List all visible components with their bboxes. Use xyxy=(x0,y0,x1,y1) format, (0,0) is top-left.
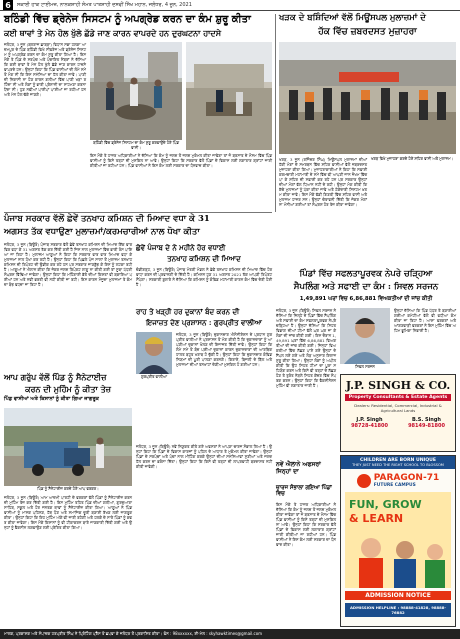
drain-body-col-2: ਇਸ ਮੌਕੇ ਤੇ ਹਾਜ਼ਰ ਅਧਿਕਾਰੀਆਂ ਨੇ ਦੱਸਿਆ ਕਿ ਕੰਮ ਨੂੰ ਜਲਦ ਤੋਂ ਜਲਦ ਮੁਕੰਮਲ ਕੀਤਾ ਜਾਵੇਗਾ ਤਾਂ ਜੋ ਬਰਸਾਤ ਦੇ ਮੌਸਮ ਵਿੱਚ ਪਿੰਡ ਵਾਸੀਆਂ ਨੂੰ ਕਿਸੇ ਤਰ੍ਹਾਂ ਦੀ ਮੁਸ਼ਕਿਲ ਨਾ ਆਵੇ। ਉਨ੍ਹਾਂ ਕਿਹਾ ਕਿ ਸਰਕਾਰ ਵੱਲੋਂ ਪਿੰਡਾਂ ਦੇ ਵਿਕਾਸ ਲਈ ਲਗਾਤਾਰ ਗ੍ਰਾਂਟਾਂ ਜਾਰੀ ਕੀਤੀਆਂ ਜਾ ਰਹੀਆਂ ਹਨ। ਪਿੰਡ ਵਾਸੀਆਂ ਨੇ ਇਸ ਕੰਮ ਲਈ ਸਰਕਾਰ ਦਾ ਧੰਨਵਾਦ ਕੀਤਾ। xyxy=(90,153,274,168)
column-rule xyxy=(275,14,276,212)
paragon-helpline[interactable]: ADMISSION HELPLINE : 98888-41828, 98888-76882 xyxy=(345,603,451,617)
paragon-school-ad xyxy=(340,455,456,627)
shops-subhead: ਇਜਾਜ਼ਤ ਦੇਣ ਪ੍ਰਸ਼ਾਸਨ : ਗੁਰਪ੍ਰੀਤ ਵਾਲੀਆ xyxy=(146,318,262,327)
health-body-col-2: ਉਨ੍ਹਾਂ ਦੱਸਿਆ ਕਿ ਪਿੰਡ ਪੱਧਰ ਤੇ ਬਣਾਈਆਂ ਗਈਆਂ ਕਮੇਟੀਆਂ ਵੱਲੋਂ ਵੀ ਵਧੀਆ ਕੰਮ ਕੀਤਾ ਜਾ ਰਿਹਾ ਹੈ। ਆਸ਼ਾ ਵਰਕਰਾਂ ਅਤੇ ਆਂਗਣਵਾੜੀ ਵਰਕਰਾਂ ਨੇ ਇਸ ਮੁਹਿੰਮ ਵਿੱਚ ਅਹਿਮ ਭੂਮਿਕਾ ਨਿਭਾਈ ਹੈ। xyxy=(394,308,458,333)
sanitize-caption: ਪਿੰਡ ਨੂੰ ਸੈਨੇਟਾਈਜ਼ ਕਰਦੇ ਹੋਏ ਆਪ ਵਰਕਰ। xyxy=(37,486,99,491)
paragon-name: PARAGON-71 xyxy=(373,473,440,483)
sanitize-body: ਜਲੰਧਰ, 3 ਜੂਨ (ਬਿਊਰੋ) ਆਮ ਆਦਮੀ ਪਾਰਟੀ ਦੇ ਵਰਕਰਾਂ ਵੱਲੋਂ ਪਿੰਡਾਂ ਨੂੰ ਸੈਨੇਟਾਈਜ਼ ਕਰਨ ਦੀ ਮੁਹਿੰਮ ਤੇਜ਼ ਕਰ ਦਿੱਤੀ ਗਈ ਹੈ। ਇਸ ਮੁਹਿੰਮ ਤਹਿਤ ਪਿੰਡ ਦੀਆਂ ਗਲੀਆਂ, ਗੁਰਦੁਆਰਾ ਸਾਹਿਬ, ਸਕੂਲ ਅਤੇ ਹੋਰ ਜਨਤਕ ਥਾਵਾਂ ਨੂੰ ਸੈਨੇਟਾਈਜ਼ ਕੀਤਾ ਗਿਆ। ਆਗੂਆਂ ਨੇ ਪਿੰਡ ਵਾਸੀਆਂ ਨੂੰ ਮਾਸਕ ਪਹਿਨਣ, ਹੱਥ ਧੋਣ ਅਤੇ ਸਮਾਜਿਕ ਦੂਰੀ ਬਣਾਈ ਰੱਖਣ ਲਈ ਜਾਗਰੂਕ ਕੀਤਾ। ਉਨ੍ਹਾਂ ਕਿਹਾ ਕਿ ਇਹ ਮੁਹਿੰਮ ਅੱਗੇ ਵੀ ਜਾਰੀ ਰਹੇਗੀ ਅਤੇ ਹਲਕੇ ਦੇ ਸਾਰੇ ਪਿੰਡਾਂ ਨੂੰ ਕਵਰ ਕੀਤਾ ਜਾਵੇਗਾ। ਇਸ ਮੌਕੇ ਕਿਸਾਨਾਂ ਨੂੰ ਵੀ ਟੀਕਾਕਰਨ ਬਾਰੇ ਜਾਣਕਾਰੀ ਦਿੱਤੀ ਗਈ ਅਤੇ ਉਨ੍ਹਾਂ ਨੂੰ ਵੈਕਸੀਨ ਲਗਵਾਉਣ ਲਈ ਪ੍ਰੇਰਿਤ ਕੀਤਾ ਗਿਆ। xyxy=(4,495,134,530)
health-headline: ਪਿੰਡਾਂ ਵਿੱਚ ਸਫਲਤਾਪੂਰਵਕ ਨੇਪਰੇ ਚੜ੍ਹਿਆ xyxy=(299,269,433,279)
drain-body-col-1: ਜਲੰਧਰ, 3 ਜੂਨ (ਬਲਰਾਜ ਛਾਬੜਾ) ਵਿਧਾਨ ਸਭਾ ਹਲਕਾ ਆਦਮਪੁਰ ਦੇ ਪਿੰਡ ਬਠਿੰਡੀ ਵਿਖੇ ਸੀਵਰੇਜ ਅਤੇ ਡ੍ਰੇਨੇਜ ਸਿਸਟਮ ਨੂੰ ਅਪਗ੍ਰੇਡ ਕਰਨ ਦਾ ਕੰਮ ਸ਼ੁਰੂ ਕੀਤਾ ਗਿਆ ਹੈ। ਇਸ ਮੌਕੇ ਤੇ ਪਿੰਡ ਦੇ ਸਰਪੰਚ ਅਤੇ ਪੰਚਾਇਤ ਮੈਂਬਰਾਂ ਨੇ ਦੱਸਿਆ ਕਿ ਕਈ ਥਾਵਾਂ ਤੇ ਮੇਨ ਹੋਲ ਖੁੱਲੇ ਛੱਡੇ ਜਾਣ ਕਾਰਨ ਹਾਦਸੇ ਵਾਪਰਦੇ ਹਨ। ਉਨ੍ਹਾਂ ਕਿਹਾ ਕਿ ਪਿੰਡ ਵਾਸੀਆਂ ਦੀ ਲੰਮੇ ਸਮੇਂ ਤੋਂ ਮੰਗ ਸੀ ਕਿ ਇਸ ਸਮੱਸਿਆ ਦਾ ਹੱਲ ਕੀਤਾ ਜਾਵੇ। ਪਾਣੀ ਦੀ ਨਿਕਾਸੀ ਨਾ ਹੋਣ ਕਾਰਨ ਗਲੀਆਂ ਵਿੱਚ ਪਾਣੀ ਖੜਾ ਰਹਿੰਦਾ ਸੀ ਅਤੇ ਲੋਕਾਂ ਨੂੰ ਭਾਰੀ ਪ੍ਰੇਸ਼ਾਨੀ ਦਾ ਸਾਹਮਣਾ ਕਰਨਾ ਪੈਂਦਾ ਸੀ। ਹੁਣ ਨਵੀਆਂ ਪਾਈਪਾਂ ਪਾਈਆਂ ਜਾ ਰਹੀਆਂ ਹਨ ਅਤੇ ਮੇਨ ਹੋਲ ਢੱਕੇ ਜਾਣਗੇ। xyxy=(4,42,88,97)
officers-body: ਇਸ ਮੌਕੇ ਤੇ ਹਾਜ਼ਰ ਅਧਿਕਾਰੀਆਂ ਨੇ ਦੱਸਿਆ ਕਿ ਕੰਮ ਨੂੰ ਜਲਦ ਤੋਂ ਜਲਦ ਮੁਕੰਮਲ ਕੀਤਾ ਜਾਵੇਗਾ ਤਾਂ ਜੋ ਬਰਸਾਤ ਦੇ ਮੌਸਮ ਵਿੱਚ ਪਿੰਡ ਵਾਸੀਆਂ ਨੂੰ ਕਿਸੇ ਤਰ੍ਹਾਂ ਦੀ ਮੁਸ਼ਕਿਲ ਨਾ ਆਵੇ। ਉਨ੍ਹਾਂ ਕਿਹਾ ਕਿ ਸਰਕਾਰ ਵੱਲੋਂ ਪਿੰਡਾਂ ਦੇ ਵਿਕਾਸ ਲਈ ਲਗਾਤਾਰ ਗ੍ਰਾਂਟਾਂ ਜਾਰੀ ਕੀਤੀਆਂ ਜਾ ਰਹੀਆਂ ਹਨ। ਪਿੰਡ ਵਾਸੀਆਂ ਨੇ ਇਸ ਕੰਮ ਲਈ ਸਰਕਾਰ ਦਾ ਧੰਨਵਾਦ ਕੀਤਾ। xyxy=(276,502,338,547)
paragon-tagline-1: CHILDREN ARE BORN UNIQUE xyxy=(359,458,437,463)
jp-singh-ad xyxy=(340,374,456,452)
mc-body: ਖਰੜ, 3 ਜੂਨ (ਰਜਿੰਦਰ ਸਿੰਘ) ਮਿਊਂਸਪਲ ਮੁਲਾਜ਼ਮਾਂ ਦੀਆਂ ਹੱਕੀ ਮੰਗਾਂ ਦੇ ਸਮਰਥਨ ਵਿੱਚ ਸ਼ਹਿਰ ਵਾਸੀਆਂ ਵੱਲੋਂ ਜ਼ਬਰਦਸਤ ਮੁਜ਼ਾਹਰਾ ਕੀਤਾ ਗਿਆ। ਮੁਜ਼ਾਹਰਾਕਾਰੀਆਂ ਨੇ ਕਿਹਾ ਕਿ ਸਫ਼ਾਈ ਕਰਮਚਾਰੀ ਮਹਾਂਮਾਰੀ ਦੇ ਸਮੇਂ ਵਿੱਚ ਵੀ ਆਪਣੀ ਜਾਨ ਜ਼ੋਖਮ ਵਿੱਚ ਪਾ ਕੇ ਸ਼ਹਿਰ ਦੀ ਸਫ਼ਾਈ ਕਰ ਰਹੇ ਹਨ ਪਰ ਸਰਕਾਰ ਉਨ੍ਹਾਂ ਦੀਆਂ ਮੰਗਾਂ ਵੱਲ ਧਿਆਨ ਨਹੀਂ ਦੇ ਰਹੀ। ਉਨ੍ਹਾਂ ਮੰਗ ਕੀਤੀ ਕਿ ਕੱਚੇ ਮੁਲਾਜ਼ਮਾਂ ਨੂੰ ਪੱਕਾ ਕੀਤਾ ਜਾਵੇ ਅਤੇ ਠੇਕੇਦਾਰੀ ਸਿਸਟਮ ਖ਼ਤਮ ਕੀਤਾ ਜਾਵੇ। ਇਸ ਮੌਕੇ ਵੱਡੀ ਗਿਣਤੀ ਵਿੱਚ ਸ਼ਹਿਰ ਵਾਸੀ ਅਤੇ ਮੁਲਾਜ਼ਮ ਹਾਜ਼ਰ ਸਨ। ਉਨ੍ਹਾਂ ਚੇਤਾਵਨੀ ਦਿੱਤੀ ਕਿ ਜੇਕਰ ਮੰਗਾਂ ਨਾ ਮੰਨੀਆਂ ਗਈਆਂ ਤਾਂ ਸੰਘਰਸ਼ ਹੋਰ ਤੇਜ਼ ਕੀਤਾ ਜਾਵੇਗਾ। xyxy=(279,157,369,207)
jp-singh-contact-1-name: J.P. Singh xyxy=(356,417,383,423)
paragon-admission-notice: ADMISSION NOTICE xyxy=(345,591,451,600)
paragon-banner-line-2: & LEARN xyxy=(349,512,404,525)
jp-singh-contact-2-phone[interactable]: 98149-81800 xyxy=(408,423,445,429)
pay-side-headline: ਛੇਵੇਂ ਪੰਜਾਬ ਦੇ ਨੇ ਮਹੀਨੇ ਹੋਰ ਵਧਾਈ xyxy=(136,243,226,252)
pay-side-body: ਚੰਡੀਗੜ੍ਹ, 3 ਜੂਨ (ਬਿਊਰੋ) ਪੰਜਾਬ ਮੰਤਰੀ ਮੰਡਲ ਨੇ ਛੇਵੇਂ ਤਨਖਾਹ ਕਮਿਸ਼ਨ ਦੀ ਮਿਆਦ ਵਿੱਚ ਹੋਰ ਵਾਧਾ ਕਰਨ ਦੀ ਪ੍ਰਵਾਨਗੀ ਦੇ ਦਿੱਤੀ ਹੈ। ਕਮਿਸ਼ਨ ਹੁਣ 31 ਅਗਸਤ 2021 ਤੱਕ ਆਪਣੀ ਰਿਪੋਰਟ ਸੌਂਪੇਗਾ। ਸਰਕਾਰੀ ਬੁਲਾਰੇ ਨੇ ਦੱਸਿਆ ਕਿ ਕਮਿਸ਼ਨ ਨੂੰ ਕੋਵਿਡ ਮਹਾਂਮਾਰੀ ਕਾਰਨ ਕੰਮ ਵਿੱਚ ਦੇਰੀ ਹੋਈ ਹੈ। xyxy=(136,267,274,287)
shops-body-continued: ਜਲੰਧਰ, 3 ਜੂਨ (ਬਿਊਰੋ) ਨਵੇਂ ਨਿਯੁਕਤ ਕੀਤੇ ਗਏ ਅਫਸਰਾਂ ਨੇ ਆਪਣਾ ਚਾਰਜ ਸੰਭਾਲ ਲਿਆ ਹੈ। ਉਨ੍ਹਾਂ ਕਿਹਾ ਕਿ ਪਿੰਡਾਂ ਦੇ ਵਿਕਾਸ ਕਾਰਜਾਂ ਨੂੰ ਪਹਿਲ ਦੇ ਆਧਾਰ ਤੇ ਮੁਕੰਮਲ ਕੀਤਾ ਜਾਵੇਗਾ। ਉਨ੍ਹਾਂ ਪਿੰਡਾਂ ਦੇ ਸਰਪੰਚਾਂ ਅਤੇ ਪੰਚਾਂ ਨਾਲ ਮੀਟਿੰਗ ਕਰਕੇ ਉਨ੍ਹਾਂ ਦੀਆਂ ਸਮੱਸਿਆਵਾਂ ਸੁਣੀਆਂ ਅਤੇ ਜਲਦ ਹੱਲ ਕਰਨ ਦਾ ਭਰੋਸਾ ਦਿੱਤਾ। ਉਨ੍ਹਾਂ ਕਿਹਾ ਕਿ ਕਿਸੇ ਵੀ ਤਰ੍ਹਾਂ ਦੀ ਲਾਪਰਵਾਹੀ ਬਰਦਾਸ਼ਤ ਨਹੀਂ ਕੀਤੀ ਜਾਵੇਗੀ। xyxy=(136,444,274,469)
mc-photo-image xyxy=(279,42,456,154)
paragon-children-illustration xyxy=(345,530,453,588)
drain-headline: ਬਠਿੰਡੀ ਵਿੱਚ ਡ੍ਰੇਨੇਜ ਸਿਸਟਮ ਨੂੰ ਅਪਗ੍ਰੇਡ ਕਰਨ ਦਾ ਕੰਮ ਸ਼ੁਰੂ ਕੀਤਾ xyxy=(4,14,251,25)
drain-photo xyxy=(90,42,182,140)
health-subhead: ਸੈਪਲਿੰਗ ਅਤੇ ਸਫਾਈ ਦਾ ਕੰਮ : ਸਿਵਲ ਸਰਜਨ xyxy=(293,282,439,292)
drain-caption: ਬਠਿੰਡੀ ਵਿੱਚ ਡ੍ਰੇਨੇਜ ਸਿਸਟਮ ਦਾ ਕੰਮ ਸ਼ੁਰੂ ਕਰਵਾਉਂਦੇ ਹੋਏ ਪਿੰਡ ਵਾਸੀ। xyxy=(93,140,179,150)
sanitize-kicker: ਪਿੰਡ ਵਾਸੀਆਂ ਅਤੇ ਕਿਸਾਨਾਂ ਨੂੰ ਕੀਤਾ ਗਿਆ ਜਾਗਰੂਕ xyxy=(4,396,99,402)
masthead-line: ਸਕਾਈ ਹਾਕ ਟਾਈਮਜ਼, ਨਾਨਕਸ਼ਾਹੀ ਸੰਮਤ ਪਾਤਸ਼ਾਹੀ ਦਸਵੀਂ ਸਿੱਖ ਮਹਾਨ, ਜਲੰਧਰ, 4 ਜੂਨ, 2021 xyxy=(17,2,192,8)
jp-singh-address: Dealers: Residential, Commercial, Industrial & Agricultural Lands xyxy=(354,403,442,413)
mc-subhead: ਹੱਕ ਵਿੱਚ ਜ਼ਬਰਦਸਤ ਮੁਜ਼ਾਹਰਾ xyxy=(318,27,417,37)
health-body: ਜਲੰਧਰ, 3 ਜੂਨ (ਬਿਊਰੋ) ਸਿਵਲ ਸਰਜਨ ਨੇ ਦੱਸਿਆ ਕਿ ਜ਼ਿਲ੍ਹੇ ਦੇ ਪਿੰਡਾਂ ਵਿੱਚ ਸੈਪਲਿੰਗ ਅਤੇ ਸਫਾਈ ਦਾ ਕੰਮ ਸਫਲਤਾਪੂਰਵਕ ਨੇਪਰੇ ਚੜ੍ਹਿਆ ਹੈ। ਉਨ੍ਹਾਂ ਦੱਸਿਆ ਕਿ ਸਿਹਤ ਵਿਭਾਗ ਦੀਆਂ ਟੀਮਾਂ ਵੱਲੋਂ ਘਰ ਘਰ ਜਾ ਕੇ ਲੋਕਾਂ ਦੀ ਜਾਂਚ ਕੀਤੀ ਗਈ। ਇਸ ਦੌਰਾਨ 1,49,891 ਘਰਾਂ ਵਿੱਚ 6,86,881 ਵਿਅਕਤੀਆਂ ਦੀ ਜਾਂਚ ਕੀਤੀ ਗਈ। ਜਿਨ੍ਹਾਂ ਵਿਅਕਤੀਆਂ ਵਿੱਚ ਲੱਛਣ ਪਾਏ ਗਏ ਉਨ੍ਹਾਂ ਦੇ ਸੈਂਪਲ ਲਏ ਗਏ ਅਤੇ ਲੋੜ ਅਨੁਸਾਰ ਇਲਾਜ ਸ਼ੁਰੂ ਕੀਤਾ ਗਿਆ। ਉਨ੍ਹਾਂ ਲੋਕਾਂ ਨੂੰ ਅਪੀਲ ਕੀਤੀ ਕਿ ਉਹ ਸਿਹਤ ਟੀਮਾਂ ਦਾ ਪੂਰਾ ਸਹਿਯੋਗ ਕਰਨ ਅਤੇ ਕਿਸੇ ਵੀ ਤਰ੍ਹਾਂ ਦੇ ਲੱਛਣ ਹੋਣ ਤੇ ਤੁਰੰਤ ਨੇੜਲੇ ਸਿਹਤ ਕੇਂਦਰ ਵਿੱਚ ਸੰਪਰਕ ਕਰਨ। ਉਨ੍ਹਾਂ ਕਿਹਾ ਕਿ ਵੈਕਸੀਨੇਸ਼ਨ ਮੁਹਿੰਮ ਵੀ ਲਗਾਤਾਰ ਜਾਰੀ ਹੈ। xyxy=(276,308,338,388)
sanitize-photo-image xyxy=(4,408,132,486)
paragon-logo-icon xyxy=(357,474,371,488)
paragon-tagline-2: THEY JUST NEED THE RIGHT SCHOOL TO BLOSSOM xyxy=(352,463,444,467)
health-portrait xyxy=(340,308,390,364)
drain-subhead: ਕਈ ਥਾਵਾਂ ਤੇ ਮੇਨ ਹੋਲ ਖੁੱਲੇ ਛੱਡੇ ਜਾਣ ਕਾਰਨ ਵਾਪਰਦੇ ਹਨ ਦੁਰਘਟਨਾ ਹਾਦਸੇ xyxy=(4,28,222,38)
officers-headline: ਨਵੇਂ ਐਲਾਨੇ ਅਫਸਰਾਂ ਜਿਨ੍ਹਾਂ ਦਾ xyxy=(276,461,321,475)
health-caption: ਸਿਵਲ ਸਰਜਨ xyxy=(355,364,375,369)
officers-subhead: ਚਾਰਜ ਸੰਭਾਲਾ ਗਇਆ ਪਿੰਡਾਂ ਵਿਚ xyxy=(276,485,332,497)
masthead xyxy=(0,0,460,11)
mc-photo xyxy=(279,42,456,154)
footer-imprint: ਮਾਲਕ, ਪ੍ਰਕਾਸ਼ਕ ਅਤੇ ਸੰਪਾਦਕ ਹਰਪ੍ਰੀਤ ਸਿੰਘ ਨੇ ਪ੍ਰਿੰਟਿੰਗ ਪ੍ਰੈੱਸ ਤੋਂ ਛਪਵਾ ਕੇ ਜਲੰਧਰ ਤੋਂ ਪ੍ਰਕਾਸ਼ਿਤ ਕੀਤਾ। ਫੋਨ : 98xxxxxx, ਈ-ਮੇਲ : skyhawktimes@gmail.com xyxy=(0,629,460,639)
sanitize-photo xyxy=(4,408,132,486)
sanitize-headline: ਆਪ ਗਰੁੱਪ ਵੱਲੋਂ ਪਿੰਡ ਨੂੰ ਸੈਨੇਟਾਈਜ਼ xyxy=(4,372,107,382)
drain-photo-2 xyxy=(186,42,272,150)
health-portrait-image xyxy=(340,308,390,364)
shops-headline: ਰਾਹ ਤੇ ਖੜ੍ਹੀ ਹਰ ਦੁਕਾਨਾਂ ਬੰਦ ਕਰਨ ਦੀ xyxy=(136,307,240,316)
jp-singh-tagline: Property Consultants & Estate Agents xyxy=(345,394,451,401)
sanitize-subhead: ਕਰਨ ਦੀ ਮੁਹਿੰਮ ਨੂੰ ਕੀਤਾ ਤੇਜ਼ xyxy=(25,384,111,394)
page-number: 6 xyxy=(3,0,13,10)
paragon-banner-line-1: FUN, GROW xyxy=(349,498,422,511)
shops-portrait xyxy=(136,332,172,374)
paragon-banner xyxy=(345,492,451,588)
pay-side-subhead: ਤਨਖਾਹ ਕਮਿਸ਼ਨ ਦੀ ਮਿਆਦ xyxy=(167,254,241,263)
shops-body: ਜਲੰਧਰ, 3 ਜੂਨ (ਬਿਊਰੋ) ਦੁਕਾਨਦਾਰ ਐਸੋਸੀਏਸ਼ਨ ਦੇ ਪ੍ਰਧਾਨ ਗੁਰਪ੍ਰੀਤ ਵਾਲੀਆ ਨੇ ਪ੍ਰਸ਼ਾਸਨ ਤੋਂ ਮੰਗ ਕੀਤੀ ਹੈ ਕਿ ਦੁਕਾਨਦਾਰਾਂ ਨੂੰ ਆਪਣੀਆਂ ਦੁਕਾਨਾਂ ਖੋਲਣ ਦੀ ਇਜਾਜ਼ਤ ਦਿੱਤੀ ਜਾਵੇ। ਉਨ੍ਹਾਂ ਕਿਹਾ ਕਿ ਲੰਮੇ ਸਮੇਂ ਤੋਂ ਬੰਦ ਪਈਆਂ ਦੁਕਾਨਾਂ ਕਾਰਨ ਦੁਕਾਨਦਾਰਾਂ ਦੀ ਆਰਥਿਕ ਹਾਲਤ ਬਹੁਤ ਖਰਾਬ ਹੋ ਚੁੱਕੀ ਹੈ। ਉਨ੍ਹਾਂ ਕਿਹਾ ਕਿ ਦੁਕਾਨਦਾਰ ਕੋਵਿਡ ਨਿਯਮਾਂ ਦੀ ਪੂਰੀ ਪਾਲਣਾ ਕਰਨਗੇ। ਕਿਰਾਏ, ਬਿਜਲੀ ਦੇ ਬਿੱਲ ਅਤੇ ਮੁਲਾਜ਼ਮਾਂ ਦੀਆਂ ਤਨਖਾਹਾਂ ਦੇਣੀਆਂ ਮੁਸ਼ਕਿਲ ਹੋ ਗਈਆਂ ਹਨ। xyxy=(176,332,274,367)
mc-headline: ਖੜਕ ਦੇ ਬਸ਼ਿੰਦਿਆਂ ਵੱਲੋਂ ਮਿਊਂਸਪਲ ਮੁਲਾਜ਼ਮਾਂ ਦੇ xyxy=(279,13,426,23)
pay-commission-body: ਜਲੰਧਰ, 3 ਜੂਨ (ਬਿਊਰੋ) ਪੰਜਾਬ ਸਰਕਾਰ ਵੱਲੋਂ ਛੇਵੇਂ ਤਨਖਾਹ ਕਮਿਸ਼ਨ ਦੀ ਮਿਆਦ ਇੱਕ ਵਾਰ ਫਿਰ ਵਧਾ ਕੇ 31 ਅਗਸਤ ਤੱਕ ਕਰ ਦਿੱਤੀ ਗਈ ਹੈ ਜਿਸ ਨਾਲ ਮੁਲਾਜ਼ਮਾਂ ਵਿੱਚ ਭਾਰੀ ਰੋਸ ਪਾਇਆ ਜਾ ਰਿਹਾ ਹੈ। ਮੁਲਾਜ਼ਮ ਆਗੂਆਂ ਨੇ ਕਿਹਾ ਕਿ ਸਰਕਾਰ ਵਾਰ ਵਾਰ ਮਿਆਦ ਵਧਾ ਕੇ ਮੁਲਾਜ਼ਮਾਂ ਨਾਲ ਧੋਖਾ ਕਰ ਰਹੀ ਹੈ। ਉਨ੍ਹਾਂ ਕਿਹਾ ਕਿ ਪਿਛਲੇ ਪੰਜ ਸਾਲਾਂ ਤੋਂ ਮੁਲਾਜ਼ਮ ਤਨਖਾਹ ਕਮਿਸ਼ਨ ਦੀ ਰਿਪੋਰਟ ਦੀ ਉਡੀਕ ਕਰ ਰਹੇ ਹਨ ਪਰ ਸਰਕਾਰ ਜਾਣਬੁੱਝ ਕੇ ਇਸ ਨੂੰ ਲਟਕਾ ਰਹੀ ਹੈ। ਆਗੂਆਂ ਨੇ ਐਲਾਨ ਕੀਤਾ ਕਿ ਜੇਕਰ ਜਲਦ ਰਿਪੋਰਟ ਲਾਗੂ ਨਾ ਕੀਤੀ ਗਈ ਤਾਂ ਸੂਬਾ ਪੱਧਰੀ ਸੰਘਰਸ਼ ਵਿੱਢਿਆ ਜਾਵੇਗਾ। ਉਨ੍ਹਾਂ ਕਿਹਾ ਕਿ ਮਹਿੰਗਾਈ ਭੱਤੇ ਦੀਆਂ ਕਿਸ਼ਤਾਂ ਵੀ ਬਕਾਇਆ ਪਈਆਂ ਹਨ ਅਤੇ ਨਵੀਂ ਭਰਤੀ ਵੀ ਨਹੀਂ ਕੀਤੀ ਜਾ ਰਹੀ। ਇਸ ਕਾਰਨ ਮੌਜੂਦਾ ਮੁਲਾਜ਼ਮਾਂ ਤੇ ਕੰਮ ਦਾ ਬੋਝ ਵਧਦਾ ਜਾ ਰਿਹਾ ਹੈ। xyxy=(4,242,134,287)
health-stat-line: 1,49,891 ਘਰਾਂ ਵਿਚ 6,86,881 ਵਿਅਕਤੀਆਂ ਦੀ ਜਾਂਚ ਕੀਤੀ xyxy=(299,296,433,302)
jp-singh-contact-2-name: B.S. Singh xyxy=(412,417,441,423)
pay-commission-subhead: ਅਗਸਤ ਤੱਕ ਵਧਾਉਣਾ ਮੁਲਾਜ਼ਮਾਂ/ਕਰਮਚਾਰੀਆਂ ਨਾਲ ਧੋਖਾ ਕੀਤਾ xyxy=(4,227,200,237)
jp-singh-name: J.P. SINGH & CO. xyxy=(345,379,451,392)
drain-photo-image xyxy=(90,42,182,140)
mc-caption: ਖਰੜ ਵਿਖੇ ਮੁਜ਼ਾਹਰਾ ਕਰਦੇ ਹੋਏ ਸ਼ਹਿਰ ਵਾਸੀ ਅਤੇ ਮੁਲਾਜ਼ਮ। xyxy=(371,156,453,161)
drain-photo-2-image xyxy=(186,42,272,150)
paragon-subname: FUTURE CAMPUS xyxy=(373,483,416,488)
shops-portrait-image xyxy=(136,332,172,374)
pay-commission-headline: ਪੰਜਾਬ ਸਰਕਾਰ ਵੱਲੋਂ ਛੇਵੇਂ ਤਨਖਾਹ ਕਮਿਸ਼ਨ ਦੀ ਮਿਆਦ ਵਧਾ ਕੇ 31 xyxy=(4,214,210,224)
shops-caption: ਗੁਰਪ੍ਰੀਤ ਵਾਲੀਆ xyxy=(141,374,167,379)
jp-singh-contact-1-phone[interactable]: 98728-41800 xyxy=(351,423,388,429)
section-rule xyxy=(4,212,272,213)
